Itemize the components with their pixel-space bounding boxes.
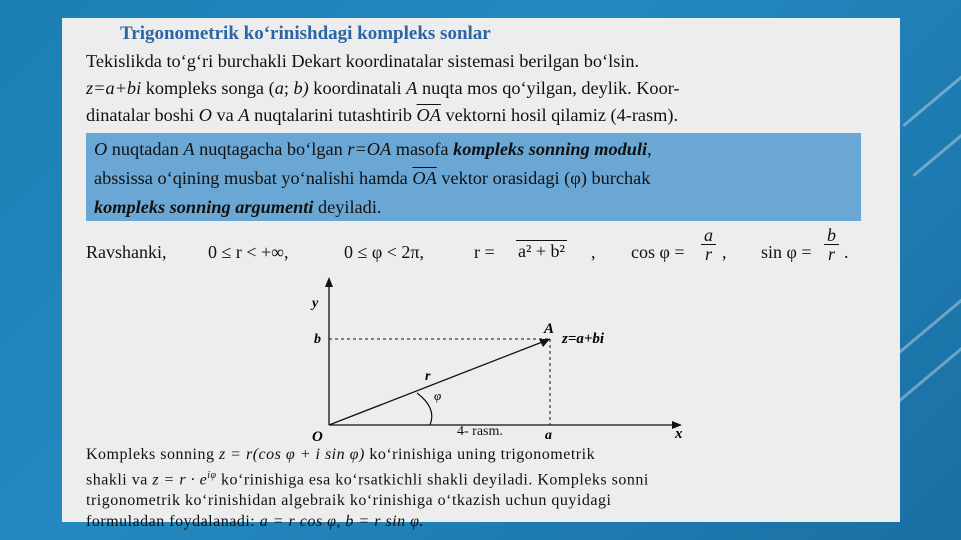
- vector-oa-line: [329, 339, 550, 425]
- term-argument: kompleks sonning argumenti: [94, 197, 314, 217]
- text: Kompleks sonning: [86, 446, 219, 463]
- formula-sin: sin φ =: [761, 242, 812, 262]
- def-line-2: [94, 164, 854, 193]
- text: deyiladi.: [313, 197, 382, 217]
- b-tick-label: b: [314, 332, 321, 347]
- text: ko‘rinishiga esa ko‘rsatkichli shakli deyiladi. Kompleks sonni: [216, 471, 649, 489]
- numerator: a: [701, 226, 716, 245]
- text: ;: [283, 78, 294, 98]
- fraction-b-r: [824, 226, 839, 263]
- denominator: r: [704, 244, 712, 264]
- intro-paragraph: [86, 48, 861, 129]
- complex-plane-diagram: [292, 273, 692, 443]
- trig-form-formula: z = r(cos φ + i sin φ): [218, 446, 365, 463]
- text: .: [844, 242, 849, 262]
- formula-phi-range: 0 ≤ φ < 2π,: [344, 242, 425, 262]
- text: dinatalar boshi: [86, 105, 199, 125]
- text: kompleks songa (: [141, 78, 275, 98]
- formula-z: z=a+bi: [86, 78, 142, 98]
- figure-caption: 4- rasm.: [457, 424, 503, 439]
- bottom-line-4: [86, 511, 876, 532]
- formula-line: [86, 225, 876, 272]
- def-line-3: [94, 193, 854, 222]
- textbook-page: [62, 18, 900, 531]
- point-o: O: [198, 105, 212, 125]
- formula-r-eq: r =: [474, 242, 495, 262]
- formula-cos: cos φ =: [631, 242, 685, 262]
- definition-box: [86, 133, 861, 221]
- y-arrow: [325, 277, 333, 287]
- text: ,: [591, 242, 596, 262]
- formula-r: r=OA: [347, 139, 392, 159]
- var-a: a: [274, 78, 284, 98]
- y-label: y: [312, 296, 319, 311]
- bottom-paragraph: [86, 444, 876, 532]
- phi-label: φ: [434, 388, 442, 403]
- formula-lead: Ravshanki,: [86, 242, 167, 262]
- text: nuqta mos qo‘yilgan, deylik. Koor-: [417, 78, 680, 98]
- fraction-a-r: [701, 226, 716, 263]
- exp-form-formula: z = r · e: [152, 471, 208, 489]
- z-label: z=a+bi: [562, 331, 605, 347]
- text: shakli va: [86, 471, 153, 489]
- var-b: b): [293, 78, 309, 98]
- origin-label: O: [312, 429, 323, 443]
- formula-r-range: 0 ≤ r < +∞,: [208, 242, 289, 262]
- point-a: A: [406, 78, 418, 98]
- diagram-svg: [292, 273, 692, 443]
- vector-oa: $\overline{OA}$: [412, 168, 437, 188]
- text: va: [211, 105, 239, 125]
- text: vektor orasidagi (φ) burchak: [436, 168, 651, 188]
- point-o: O: [94, 139, 108, 159]
- point-a: A: [238, 105, 250, 125]
- text: ,: [722, 242, 727, 262]
- text: masofa: [391, 139, 454, 159]
- text: nuqtagacha bo‘lgan: [194, 139, 348, 159]
- bottom-line-2: [86, 465, 876, 490]
- point-a: A: [183, 139, 195, 159]
- vector-oa: $\overline{OA}$: [416, 105, 441, 125]
- intro-line-2: [86, 75, 861, 102]
- angle-arc: [417, 393, 432, 425]
- bottom-line-3: trigonometrik ko‘rinishidan algebraik ko‘rinishiga o‘tkazish uchun quyidagi: [86, 492, 612, 510]
- intro-line-3: [86, 102, 861, 129]
- denominator: r: [827, 244, 835, 264]
- a-tick-label: a: [545, 428, 552, 443]
- text: formuladan foydalanadi:: [86, 513, 260, 531]
- text: nuqtalarini tutashtirib: [249, 105, 417, 125]
- definition-text: [94, 135, 854, 222]
- text: vektorni hosil qilamiz (4-rasm).: [440, 105, 679, 125]
- page-title: Trigonometrik ko‘rinishdagi kompleks sonlar: [120, 23, 491, 44]
- conversion-formula: a = r cos φ, b = r sin φ.: [259, 513, 424, 531]
- numerator: b: [824, 226, 839, 245]
- bottom-line-1: [86, 444, 876, 465]
- text: ko‘rinishiga uning trigonometrik: [364, 446, 596, 463]
- def-line-1: [94, 135, 854, 164]
- text: abssissa o‘qining musbat yo‘nalishi hamda: [94, 168, 413, 188]
- text: ,: [647, 139, 652, 159]
- formula-sqrt: a² + b²: [518, 241, 565, 261]
- term-modulus: kompleks sonning moduli: [453, 139, 648, 159]
- r-label: r: [425, 369, 431, 384]
- text: nuqtadan: [107, 139, 184, 159]
- exponent: iφ: [207, 470, 217, 481]
- point-a-label: A: [544, 321, 555, 337]
- text: koordinatali: [308, 78, 407, 98]
- x-label: x: [675, 426, 683, 442]
- intro-line-1: Tekislikda to‘g‘ri burchakli Dekart koordinatalar sistemasi berilgan bo‘lsin.: [86, 51, 640, 71]
